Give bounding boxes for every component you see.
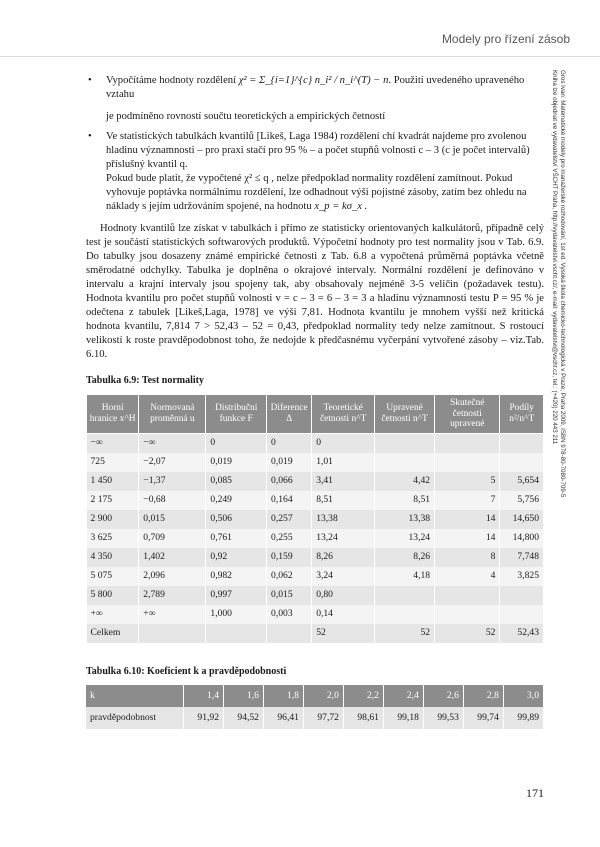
- header-rule: [0, 56, 600, 57]
- table-cell: 0,257: [267, 510, 312, 529]
- table-cell: 4 350: [87, 548, 139, 567]
- table-cell: 2,096: [139, 567, 206, 586]
- table-cell: 0,92: [206, 548, 267, 567]
- side-citation-line-1: Gros Ivan: Matematické modely pro manažerské rozhodování, 1st ed. Vysoká škola chemicko-technologická v Praze, Praha 2009, ISBN 978-80-7080-709-5: [559, 70, 566, 498]
- table-cell: 94,52: [224, 707, 264, 729]
- table-cell: 8,26: [312, 548, 375, 567]
- table-cell: 52: [375, 624, 435, 643]
- table-cell: 14: [435, 529, 500, 548]
- table-cell: [500, 605, 544, 624]
- table-cell: 2,2: [343, 685, 383, 707]
- table-cell: 99,18: [383, 707, 423, 729]
- table-cell: 1,4: [184, 685, 224, 707]
- safety-stock-formula: x_p = kσ_x .: [314, 201, 368, 212]
- table-cell: 2,789: [139, 586, 206, 605]
- row-label: pravděpodobnost: [86, 707, 184, 729]
- table-cell: 14,650: [500, 510, 544, 529]
- body-paragraph: Hodnoty kvantilů lze získat v tabulkách i přímo ze statisticky orientovaných kalkulátorů, případně celý test je součástí statistických softwarových produktů. Výpočetní hodnoty pro test normality jsou v Tab. 6.9. Do tabulky jsou dosazeny známé empirické četnosti z Tab. 6.8 a vypočtená průměrná poptávka včetně směrodatné odchylky. Tabulka je doplněna o okrajové intervaly. Normální rozdělení je definováno v intervalu a krajní intervaly jsou spojeny tak, aby obsahovaly nejméně 3-5 veličin (požadavek testu). Hodnota kvantilu pro počet stupňů volnosti v = c – 3 = 6 – 3 = 3 a hladinu významnosti testu P = 95 % je odečtena z tabulek [Likeš,Laga, 1978] ve výši 7,81. Hodnota kvantilu je mnohem vyšší než kritická hodnota kvantilu, 7,814 7 > 52,43 – 52 = 0,43, předpoklad normality tedy nelze zamítnout. S rostoucí velikostí k roste pravděpodobnost toho, že nedojde k předčasnému vyčerpání vytvořené zásoby – viz.Tab. 6.10.: [86, 223, 544, 360]
- table-cell: 4,18: [375, 567, 435, 586]
- table-cell: Celkem: [87, 624, 139, 643]
- table-row: [87, 529, 544, 548]
- table-cell: −∞: [139, 433, 206, 453]
- chi-square-formula: χ² = Σ_{i=1}^{c} n_i² / n_i^(T) − n: [238, 75, 389, 86]
- table-cell: 5,654: [500, 472, 544, 491]
- table-cell: 1,000: [206, 605, 267, 624]
- table-cell: 2 175: [87, 491, 139, 510]
- table-cell: 1,8: [263, 685, 303, 707]
- col-header: Horní hranice x^H: [87, 395, 139, 434]
- running-header: Modely pro řízení zásob: [441, 32, 570, 46]
- table-cell: [435, 433, 500, 453]
- table-cell: 3,24: [312, 567, 375, 586]
- table-row: [87, 433, 544, 453]
- bullet-1-line-2: je podmíněno rovností součtu teoretických a empirických četností: [106, 111, 386, 122]
- table-cell: 3,825: [500, 567, 544, 586]
- table-cell: [375, 453, 435, 472]
- table-cell: 14: [435, 510, 500, 529]
- table-cell: 8: [435, 548, 500, 567]
- table-cell: 0,14: [312, 605, 375, 624]
- table-cell: 13,38: [312, 510, 375, 529]
- table-cell: [375, 605, 435, 624]
- probability-row: [86, 707, 544, 729]
- table-6-10-caption: Tabulka 6.10: Koeficient k a pravděpodobnosti: [86, 665, 287, 677]
- table-cell: 3,0: [503, 685, 543, 707]
- col-header: Teoretické četnosti n^T: [312, 395, 375, 434]
- table-cell: +∞: [87, 605, 139, 624]
- table-cell: 97,72: [303, 707, 343, 729]
- table-cell: 52: [435, 624, 500, 643]
- table-cell: 2,8: [463, 685, 503, 707]
- col-header: Normovaná proměnná u: [139, 395, 206, 434]
- bullet-dot: •: [88, 131, 92, 142]
- side-citation-line-2: Kniha lze objednat ve vydavatelství VŠCHT Praha, http://vydavatelstvi.vscht.cz/, e-mail: vydavatelstvi@vscht.cz, tel.: (+420) 220 443 211: [551, 70, 558, 445]
- table-cell: 0,019: [206, 453, 267, 472]
- table-cell: 8,26: [375, 548, 435, 567]
- table-cell: 4,42: [375, 472, 435, 491]
- table-row: [87, 453, 544, 472]
- table-cell: 2,0: [303, 685, 343, 707]
- table-cell: 14,800: [500, 529, 544, 548]
- bullet-1: [86, 74, 544, 124]
- col-header: Upravené četnosti n^T: [375, 395, 435, 434]
- table-cell: 52,43: [500, 624, 544, 643]
- table-cell: 0,982: [206, 567, 267, 586]
- table-cell: 99,89: [503, 707, 543, 729]
- table-cell: 0,015: [139, 510, 206, 529]
- table-cell: 0: [206, 433, 267, 453]
- table-cell: 0,164: [267, 491, 312, 510]
- table-cell: 0,066: [267, 472, 312, 491]
- k-probability-table: [86, 685, 544, 729]
- table-cell: 1 450: [87, 472, 139, 491]
- table-cell: −∞: [87, 433, 139, 453]
- col-header: Distribuční funkce F: [206, 395, 267, 434]
- table-header-row: [87, 395, 544, 434]
- table-cell: 0,003: [267, 605, 312, 624]
- table-cell: 5,756: [500, 491, 544, 510]
- table-cell: 1,402: [139, 548, 206, 567]
- table-cell: [206, 624, 267, 643]
- table-cell: 91,92: [184, 707, 224, 729]
- table-cell: 0,709: [139, 529, 206, 548]
- table-cell: 99,74: [463, 707, 503, 729]
- table-cell: 3 625: [87, 529, 139, 548]
- table-cell: [435, 586, 500, 605]
- table-cell: −1,37: [139, 472, 206, 491]
- bullet-1-text-post: . Použití uvedeného upraveného vztahu: [106, 75, 525, 100]
- table-cell: 0,019: [267, 453, 312, 472]
- table-cell: 2,4: [383, 685, 423, 707]
- page-number: 171: [526, 786, 544, 800]
- table-cell: 13,24: [312, 529, 375, 548]
- table-cell: 4: [435, 567, 500, 586]
- table-row: [87, 586, 544, 605]
- table-row: [87, 491, 544, 510]
- table-row: [87, 548, 544, 567]
- normality-table-body: [87, 433, 544, 643]
- table-cell: 0: [267, 433, 312, 453]
- table-cell: [500, 453, 544, 472]
- table-cell: 0,159: [267, 548, 312, 567]
- table-cell: 725: [87, 453, 139, 472]
- col-header: Podíly n²/n^T: [500, 395, 544, 434]
- table-cell: 7: [435, 491, 500, 510]
- bullet-2: [86, 130, 544, 214]
- table-cell: 5 075: [87, 567, 139, 586]
- bullet-1-text-pre: Vypočítáme hodnoty rozdělení: [106, 75, 237, 86]
- table-cell: [267, 624, 312, 643]
- table-cell: 0,015: [267, 586, 312, 605]
- table-cell: 5 800: [87, 586, 139, 605]
- table-cell: 13,38: [375, 510, 435, 529]
- table-cell: [500, 586, 544, 605]
- table-cell: 0,997: [206, 586, 267, 605]
- table-cell: 0,249: [206, 491, 267, 510]
- table-cell: [375, 433, 435, 453]
- table-cell: 0,80: [312, 586, 375, 605]
- row-label: k: [86, 685, 184, 707]
- table-cell: 0,506: [206, 510, 267, 529]
- table-cell: [375, 586, 435, 605]
- table-cell: 0,255: [267, 529, 312, 548]
- bullet-2-text-2: [106, 172, 544, 214]
- normality-test-table: [86, 394, 544, 643]
- k-row: [86, 685, 544, 707]
- table-cell: 3,41: [312, 472, 375, 491]
- table-cell: 0,761: [206, 529, 267, 548]
- table-cell: 0,062: [267, 567, 312, 586]
- table-cell: 8,51: [312, 491, 375, 510]
- table-6-9-caption: Tabulka 6.9: Test normality: [86, 375, 204, 386]
- table-cell: 98,61: [343, 707, 383, 729]
- table-row: [87, 472, 544, 491]
- table-cell: −0,68: [139, 491, 206, 510]
- table-cell: −2,07: [139, 453, 206, 472]
- table-row: [87, 567, 544, 586]
- table-cell: [500, 433, 544, 453]
- table-cell: 0: [312, 433, 375, 453]
- table-cell: 2 900: [87, 510, 139, 529]
- table-cell: 99,53: [423, 707, 463, 729]
- table-cell: [139, 624, 206, 643]
- table-cell: +∞: [139, 605, 206, 624]
- table-cell: 96,41: [263, 707, 303, 729]
- table-cell: 1,01: [312, 453, 375, 472]
- table-cell: [435, 605, 500, 624]
- bullet-2-text: Ve statistických tabulkách kvantilů [Likeš, Laga 1984) rozdělení chí kvadrát najdeme pro zvolenou hladinu významnosti – pro praxi stačí pro 95 % – a počet stupňů volnosti c – 3 (c je počet intervalů) příslušný kvantil q.: [106, 131, 530, 170]
- bullet-dot: •: [88, 75, 92, 86]
- table-row: [87, 510, 544, 529]
- page-content: [86, 74, 544, 729]
- table-row: [87, 605, 544, 624]
- table-cell: 5: [435, 472, 500, 491]
- table-cell: [435, 453, 500, 472]
- col-header: Diference Δ: [267, 395, 312, 434]
- table-cell: 8,51: [375, 491, 435, 510]
- bullet-2-text-2-body: Pokud bude platit, že vypočtené χ² ≤ q , nelze předpoklad normality rozdělení zamítnout. Pokud vyhovuje poptávka normálnímu rozdělení, lze odhadnout výši pojistné zásoby, zatím bez ohledu na náklady s jejím udržováním spojené, na hodnotu: [106, 173, 527, 212]
- table-cell: 7,748: [500, 548, 544, 567]
- table-cell: 0,085: [206, 472, 267, 491]
- table-cell: 13,24: [375, 529, 435, 548]
- table-cell: 52: [312, 624, 375, 643]
- table-cell: 2,6: [423, 685, 463, 707]
- col-header: Skutečné četnosti upravené: [435, 395, 500, 434]
- table-row: [87, 624, 544, 643]
- table-cell: 1,6: [224, 685, 264, 707]
